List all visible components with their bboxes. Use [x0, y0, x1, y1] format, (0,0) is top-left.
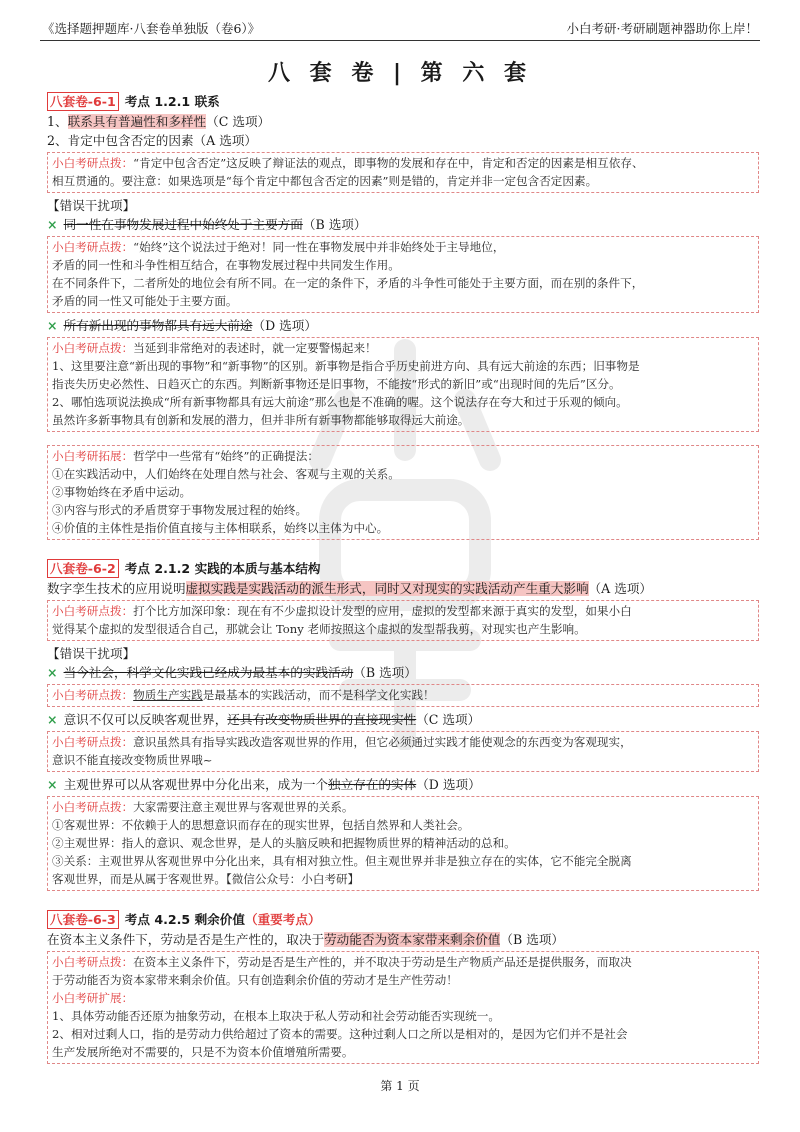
cross-icon: ×: [47, 318, 58, 333]
section-tag: 八套卷-6-2: [47, 559, 119, 578]
extension-label: 小白考研扩展：: [52, 991, 134, 1005]
option-label: （C 选项）: [416, 712, 481, 727]
wrong-option: [47, 663, 759, 682]
wrong-options-heading: 【错误干扰项】: [47, 646, 136, 661]
tip-label: 小白考研点拨：: [52, 341, 134, 355]
option-label: （B 选项）: [353, 665, 417, 680]
tip-label: 小白考研点拨：: [52, 240, 134, 254]
tip-text: 觉得某个虚拟的发型很适合自己，那就会让 Tony 老师按照这个虚拟的发型帮我剪，对现实也产生影响。: [52, 622, 586, 636]
option-label: （B 选项）: [302, 217, 367, 232]
tip-text: 指丧失历史必然性、日趋灭亡的东西。判断新事物还是旧事物，不能按“形式的新旧”或“出现时间的先后”区分。: [52, 377, 621, 391]
tip-text: 于劳动能否为资本家带来剩余价值。只有创造剩余价值的劳动才是生产性劳动！: [52, 973, 458, 987]
option-label: （B 选项）: [500, 932, 565, 947]
option-label: （D 选项）: [416, 777, 481, 792]
struck-option-text: 还具有改变物质世界的直接现实性: [227, 712, 417, 727]
tip-text: ③关系：主观世界从客观世界中分化出来，具有相对独立性。但主观世界并非是独立存在的实体，它不能完全脱离: [52, 854, 632, 868]
extension-label: 小白考研拓展：: [52, 449, 134, 463]
option-text: 意识不仅可以反映客观世界，: [63, 712, 228, 727]
option-label: （D 选项）: [252, 318, 317, 333]
option-label: （C 选项）: [206, 114, 271, 129]
wrong-option: [47, 710, 759, 729]
correct-option: [47, 112, 759, 131]
tip-label: 小白考研点拨：: [52, 955, 134, 969]
section-tag: 八套卷-6-1: [47, 92, 119, 111]
tip-text: 是最基本的实践活动，而不是科学文化实践！: [202, 688, 435, 702]
option-label: （A 选项）: [588, 581, 653, 596]
tip-text: ①客观世界：不依赖于人的思想意识而存在的现实世界，包括自然界和人类社会。: [52, 818, 470, 832]
option-text: 主观世界可以从客观世界中分化出来，成为一个: [63, 777, 329, 792]
tip-text: “肯定中包含否定”这反映了辩证法的观点，即事物的发展和存在中，肯定和否定的因素是相互依存、: [133, 156, 644, 170]
struck-option-text: 同一性在事物发展过程中始终处于主要方面: [63, 217, 303, 232]
section-point: 考点 2.1.2 实践的本质与基本结构: [124, 561, 321, 576]
tip-text: 相互贯通的。要注意：如果选项是“每个肯定中都包含否定的因素”则是错的，肯定并非一定包含否定因素。: [52, 174, 598, 188]
cross-icon: ×: [47, 712, 58, 727]
wrong-option: [47, 215, 759, 234]
main-content: [47, 92, 759, 1067]
section-point: 考点 1.2.1 联系: [124, 94, 220, 109]
tip-label: 小白考研点拨：: [52, 735, 134, 749]
tip-text: 矛盾的同一性和斗争性相互结合，在事物发展过程中共同发生作用。: [52, 258, 400, 272]
correct-option: [47, 579, 759, 598]
highlighted-answer: 虚拟实践是实践活动的派生形式，同时又对现实的实践活动产生重大影响: [185, 581, 589, 596]
tip-box: [47, 796, 759, 891]
tip-box: [47, 152, 759, 193]
wrong-options-heading: 【错误干扰项】: [47, 198, 136, 213]
correct-option: [47, 930, 759, 949]
tip-box: [47, 600, 759, 641]
struck-option-text: 独立存在的实体: [328, 777, 417, 792]
correct-option: 2、肯定中包含否定的因素（A 选项）: [47, 133, 258, 148]
header-right-slogan: 小白考研·考研刷题神器助你上岸！: [566, 21, 758, 36]
section-heading: [47, 559, 759, 579]
cross-icon: ×: [47, 777, 58, 792]
extension-text: 生产发展所绝对不需要的，只是不为资本价值增殖所需要。: [52, 1045, 354, 1059]
tip-text: 2、哪怕选项说法换成“所有新事物都具有远大前途”那么也是不准确的喔。这个说法存在夸大和过于乐观的倾向。: [52, 395, 628, 409]
tip-text: 客观世界，而是从属于客观世界。【微信公众号：小白考研】: [52, 872, 360, 886]
header-left-title: 《选择题押题库·八套卷单独版（卷6）》: [42, 21, 261, 36]
tip-text: ②主观世界：指人的意识、观念世界，是人的头脑反映和把握物质世界的精神活动的总和。: [52, 836, 516, 850]
question-text: 数字孪生技术的应用说明: [47, 581, 186, 596]
option-number: 1、: [47, 114, 68, 129]
tip-box: [47, 236, 759, 313]
extension-box: [47, 445, 759, 540]
tip-text: “始终”这个说法过于绝对！同一性在事物发展中并非始终处于主导地位，: [133, 240, 505, 254]
cross-icon: ×: [47, 665, 58, 680]
tip-text: 大家需要注意主观世界与客观世界的关系。: [133, 800, 354, 814]
extension-text: ④价值的主体性是指价值直接与主体相联系，始终以主体为中心。: [52, 521, 389, 535]
wrong-option: [47, 316, 759, 335]
section-heading: [47, 910, 759, 930]
extension-text: 2、相对过剩人口，指的是劳动力供给超过了资本的需要。这种过剩人口之所以是相对的，是因为它们并不是社会: [52, 1027, 628, 1041]
extension-text: ②事物始终在矛盾中运动。: [52, 485, 192, 499]
page-title: 八 套 卷 | 第 六 套: [268, 61, 532, 86]
tip-label: 小白考研点拨：: [52, 156, 134, 170]
extension-text: ③内容与形式的矛盾贯穿于事物发展过程的始终。: [52, 503, 308, 517]
tip-text: 在不同条件下，二者所处的地位会有所不同。在一定的条件下，矛盾的斗争性可能处于主要方面，而在别的条件下，: [52, 276, 644, 290]
tip-box: [47, 951, 759, 1064]
tip-text: 意识虽然具有指导实践改造客观世界的作用，但它必须通过实践才能使观念的东西变为客观现实，: [133, 735, 632, 749]
underlined-term: 物质生产实践: [133, 688, 203, 702]
tip-box: [47, 731, 759, 772]
tip-box: [47, 337, 759, 432]
tip-text: 在资本主义条件下，劳动是否是生产性的，并不取决于劳动是生产物质产品还是提供服务，而取决: [133, 955, 632, 969]
important-marker: （重要考点）: [244, 912, 321, 927]
struck-option-text: 当今社会，科学文化实践已经成为最基本的实践活动: [63, 665, 354, 680]
section-tag: 八套卷-6-3: [47, 910, 119, 929]
cross-icon: ×: [47, 217, 58, 232]
tip-text: 矛盾的同一性又可能处于主要方面。: [52, 294, 238, 308]
highlighted-answer: 联系具有普遍性和多样性: [67, 114, 207, 129]
tip-text: 当延到非常绝对的表述时，就一定要警惕起来！: [133, 341, 377, 355]
extension-text: 1、具体劳动能否还原为抽象劳动，在根本上取决于私人劳动和社会劳动能否实现统一。: [52, 1009, 500, 1023]
page-number: 第 1 页: [380, 1079, 420, 1093]
tip-text: 虽然许多新事物具有创新和发展的潜力，但并非所有新事物都能够取得远大前途。: [52, 413, 470, 427]
section-point: 考点 4.2.5 剩余价值: [124, 912, 245, 927]
tip-text: 意识不能直接改变物质世界哦~: [52, 753, 213, 767]
wrong-option: [47, 775, 759, 794]
question-text: 在资本主义条件下，劳动是否是生产性的，取决于: [47, 932, 325, 947]
tip-label: 小白考研点拨：: [52, 688, 134, 702]
tip-text: 1、这里要注意“新出现的事物”和“新事物”的区别。新事物是指合乎历史前进方向、具有远大前途的东西；旧事物是: [52, 359, 640, 373]
tip-box: [47, 684, 759, 707]
page-header: [40, 14, 760, 41]
tip-text: 打个比方加深印象：现在有不少虚拟设计发型的应用，虚拟的发型都来源于真实的发型，如果小白: [133, 604, 632, 618]
extension-text: ①在实践活动中，人们始终在处理自然与社会、客观与主观的关系。: [52, 467, 400, 481]
highlighted-answer: 劳动能否为资本家带来剩余价值: [324, 932, 501, 947]
extension-text: 哲学中一些常有“始终”的正确提法：: [133, 449, 319, 463]
tip-label: 小白考研点拨：: [52, 604, 134, 618]
section-heading: [47, 92, 759, 112]
tip-label: 小白考研点拨：: [52, 800, 134, 814]
struck-option-text: 所有新出现的事物都具有远大前途: [63, 318, 253, 333]
